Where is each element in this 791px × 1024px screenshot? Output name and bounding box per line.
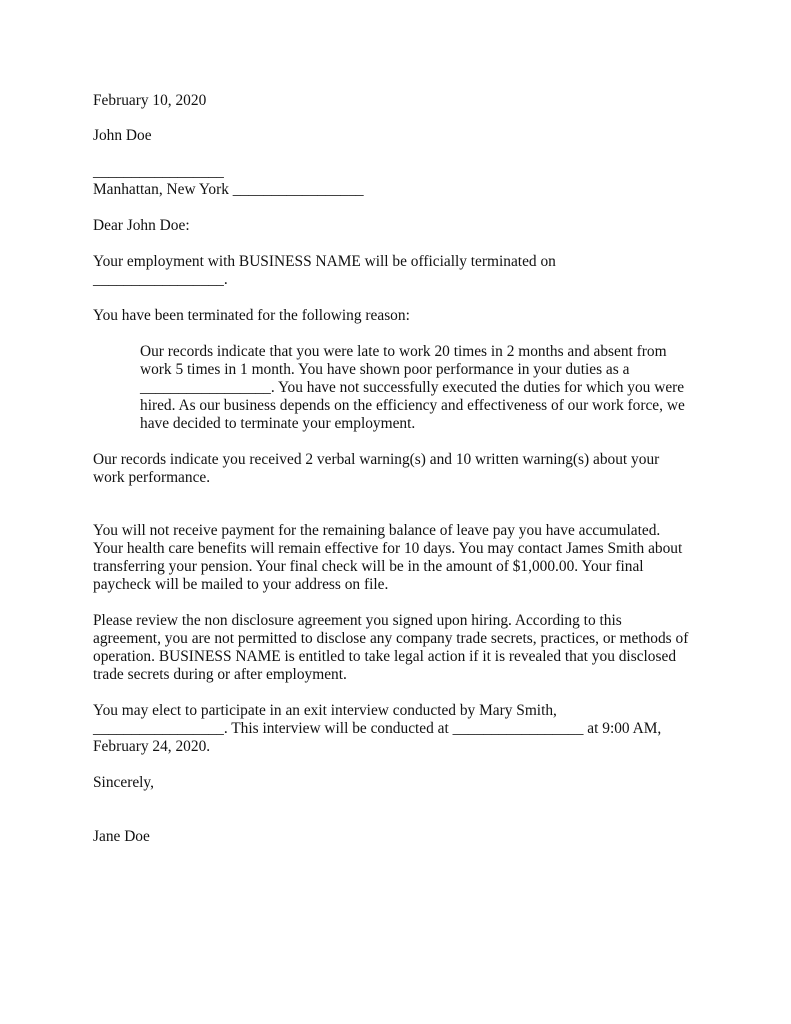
reason-intro: You have been terminated for the following reason: xyxy=(93,307,410,324)
letter-page xyxy=(93,92,698,846)
signature-name: Jane Doe xyxy=(93,828,150,845)
nda-line: trade secrets during or after employment. xyxy=(93,666,347,683)
closing: Sincerely, xyxy=(93,774,154,791)
nda-line: operation. BUSINESS NAME is entitled to take legal action if it is revealed that you disclosed xyxy=(93,648,677,665)
warnings-line: work performance. xyxy=(93,469,211,486)
interview-line: February 24, 2020. xyxy=(93,738,211,755)
reason-line: have decided to terminate your employment. xyxy=(140,415,416,432)
nda-paragraph xyxy=(93,612,698,684)
termination-paragraph xyxy=(93,253,698,289)
salutation: Dear John Doe: xyxy=(93,217,190,234)
termination-line: _________________. xyxy=(93,271,228,288)
termination-line: Your employment with BUSINESS NAME will be officially terminated on xyxy=(93,253,556,270)
warnings-line: Our records indicate you received 2 verbal warning(s) and 10 written warning(s) about your xyxy=(93,451,660,468)
interview-paragraph xyxy=(93,702,698,756)
reason-line: _________________. You have not successfully executed the duties for which you were xyxy=(140,379,685,396)
benefits-line: Your health care benefits will remain effective for 10 days. You may contact James Smith about xyxy=(93,540,683,557)
interview-line: _________________. This interview will be conducted at _________________ at 9:00 AM, xyxy=(93,720,662,737)
reason-block xyxy=(93,343,698,433)
benefits-paragraph xyxy=(93,522,698,594)
reason-line: work 5 times in 1 month. You have shown poor performance in your duties as a xyxy=(140,361,630,378)
benefits-line: transferring your pension. Your final check will be in the amount of $1,000.00. Your final xyxy=(93,558,644,575)
benefits-line: paycheck will be mailed to your address on file. xyxy=(93,576,389,593)
benefits-line: You will not receive payment for the remaining balance of leave pay you have accumulated. xyxy=(93,522,661,539)
reason-line: Our records indicate that you were late to work 20 times in 2 months and absent from xyxy=(140,343,667,360)
interview-line: You may elect to participate in an exit interview conducted by Mary Smith, xyxy=(93,702,557,719)
address-line-1: _________________ xyxy=(93,163,224,180)
recipient-name: John Doe xyxy=(93,127,152,144)
warnings-paragraph xyxy=(93,451,698,487)
letter-date: February 10, 2020 xyxy=(93,92,207,109)
reason-line: hired. As our business depends on the efficiency and effectiveness of our work force, we xyxy=(140,397,685,414)
address-line-2: Manhattan, New York _________________ xyxy=(93,181,364,198)
nda-line: agreement, you are not permitted to disclose any company trade secrets, practices, or methods of xyxy=(93,630,689,647)
nda-line: Please review the non disclosure agreement you signed upon hiring. According to this xyxy=(93,612,622,629)
recipient-address xyxy=(93,163,698,199)
